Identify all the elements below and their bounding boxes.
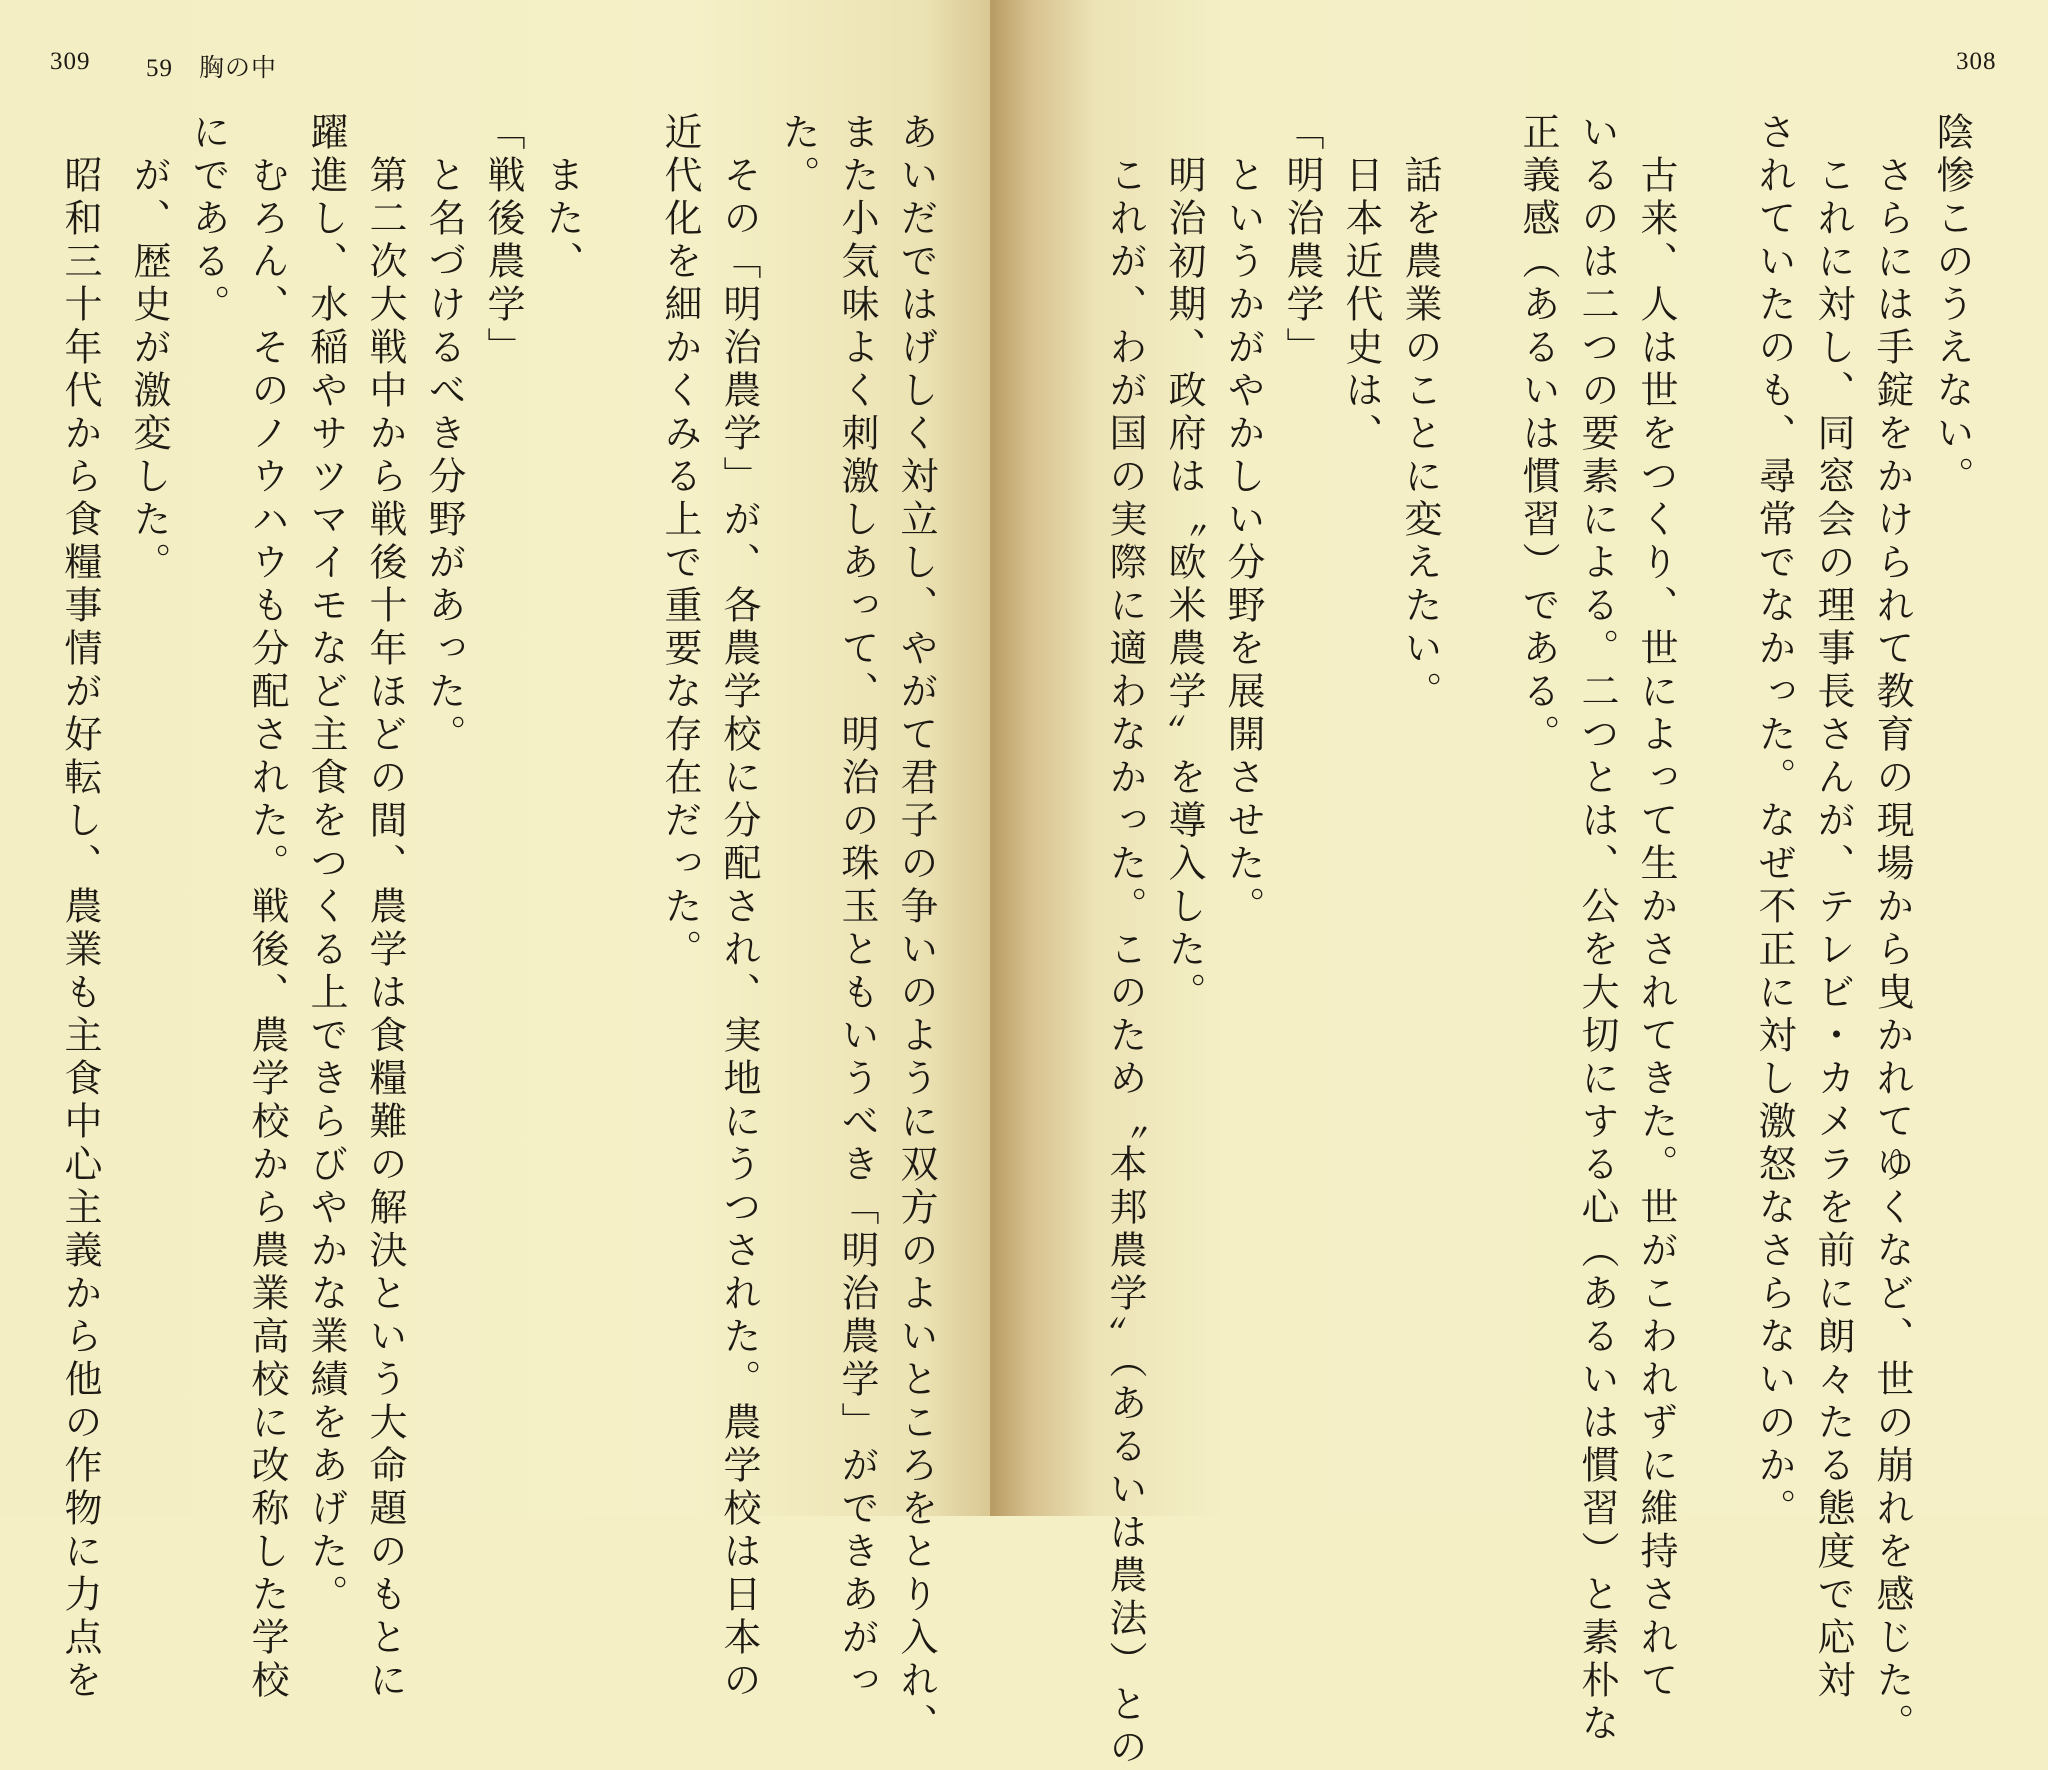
text-line: さらには手錠をかけられて教育の現場から曳かれてゆくなど、世の崩れを感じた。 — [1870, 112, 1914, 1746]
text-line: た。 — [776, 112, 820, 198]
text-line: が、歴史が激変した。 — [127, 112, 171, 585]
text-line: 第二次大戦中から戦後十年ほどの間、農学は食糧難の解決という大命題のもとに — [363, 112, 407, 1703]
text-line: いるのは二つの要素による。二つとは、公を大切にする心（あるいは慣習）と素朴な — [1575, 112, 1619, 1746]
text-line: 陰惨このうえない。 — [1930, 112, 1974, 499]
text-line: これが、わが国の実際に適わなかった。このため〝本邦農学〟（あるいは農法）との — [1103, 112, 1147, 1770]
text-line: と名づけるべき分野があった。 — [422, 112, 466, 757]
right-page-number: 308 — [1956, 48, 1997, 75]
text-line: 「戦後農学」 — [481, 112, 525, 370]
text-line: されていたのも、尋常でなかった。なぜ不正に対し激怒なさらないのか。 — [1752, 112, 1796, 1531]
text-line: これに対し、同窓会の理事長さんが、テレビ・カメラを前に朗々たる態度で応対 — [1811, 112, 1855, 1703]
text-line: 正義感（あるいは慣習）である。 — [1516, 112, 1560, 757]
text-line: というかがやかしい分野を展開させた。 — [1221, 112, 1265, 929]
text-line: 躍進し、水稲やサツマイモなど主食をつくる上できらびやかな業績をあげた。 — [304, 112, 348, 1617]
text-line: 日本近代史は、 — [1339, 112, 1383, 456]
text-line: 話を農業のことに変えたい。 — [1398, 112, 1442, 714]
text-line: むろん、そのノウハウも分配された。戦後、農学校から農業高校に改称した学校 — [245, 112, 289, 1703]
text-line: 古来、人は世をつくり、世によって生かされてきた。世がこわれずに維持されて — [1634, 112, 1678, 1703]
text-line: 明治初期、政府は〝欧米農学〟を導入した。 — [1162, 112, 1206, 1015]
left-page-number: 309 — [50, 48, 91, 75]
text-line: その「明治農学」が、各農学校に分配され、実地にうつされた。農学校は日本の — [717, 112, 761, 1703]
text-line: 「明治農学」 — [1280, 112, 1324, 370]
text-line: また、 — [540, 112, 584, 284]
text-line: にである。 — [186, 112, 230, 327]
text-line: 昭和三十年代から食糧事情が好転し、農業も主食中心主義から他の作物に力点を — [58, 112, 102, 1703]
chapter-title: 59 胸の中 — [146, 55, 278, 82]
text-line: また小気味よく刺激しあって、明治の珠玉ともいうべき「明治農学」ができあがっ — [835, 112, 879, 1703]
text-line: あいだではげしく対立し、やがて君子の争いのように双方のよいところをとり入れ、 — [894, 112, 938, 1746]
text-line: 近代化を細かくみる上で重要な存在だった。 — [658, 112, 702, 972]
